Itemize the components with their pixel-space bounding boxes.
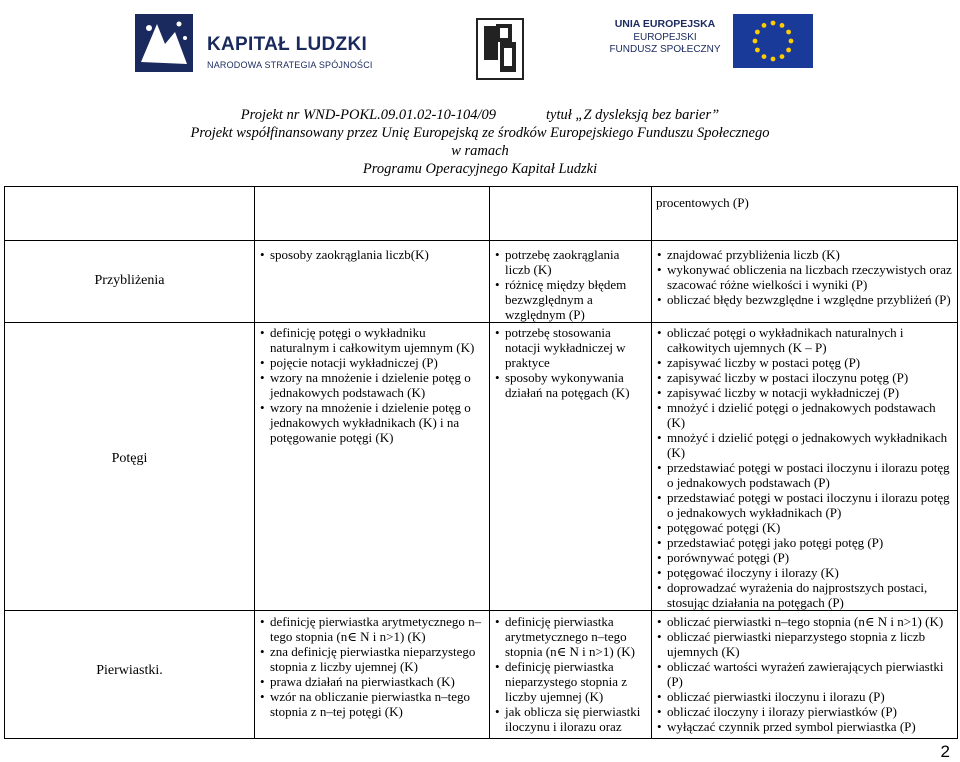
list-item: • obliczać pierwiastki iloczynu i ilorazu (P) xyxy=(657,689,953,704)
list-item: • przedstawiać potęgi w postaci iloczynu i ilorazu potęg o jednakowych podstawach (P) xyxy=(657,460,953,490)
list-item: • wzór na obliczanie pierwiastka n–tego stopnia z n–tej potęgi (K) xyxy=(260,689,485,719)
list-item: • potęgować iloczyny i ilorazy (K) xyxy=(657,565,953,580)
list-item: • obliczać pierwiastki n–tego stopnia (n∈ N i n>1) (K) xyxy=(657,614,953,629)
list-item: • przedstawiać potęgi w postaci iloczynu i ilorazu potęg o jednakowych wykładnikach (P) xyxy=(657,490,953,520)
list-item: • mnożyć i dzielić potęgi o jednakowych wykładnikach (K) xyxy=(657,430,953,460)
eu-flag-icon xyxy=(733,14,813,68)
table-row-continuation xyxy=(5,187,958,241)
page-header xyxy=(0,0,960,180)
page-number: 2 xyxy=(940,742,950,761)
kapital-ludzki-logo xyxy=(135,12,405,78)
topic-cell xyxy=(5,241,255,323)
table-cell xyxy=(255,241,490,323)
topic-label: Pierwiastki. xyxy=(96,663,163,678)
topic-cell xyxy=(5,323,255,611)
list-item: • obliczać błędy bezwzględne i względne przybliżeń (P) xyxy=(657,292,953,307)
topic-label: Potęgi xyxy=(111,451,148,466)
list-item: • prawa działań na pierwiastkach (K) xyxy=(260,674,485,689)
list-item: • mnożyć i dzielić potęgi o jednakowych podstawach (K) xyxy=(657,400,953,430)
project-number: Projekt nr WND-POKL.09.01.02-10-104/09 xyxy=(240,107,496,123)
table-row xyxy=(5,323,958,611)
eu-logo-line2: EUROPEJSKI xyxy=(633,32,697,43)
project-programme: Programu Operacyjnego Kapitał Ludzki xyxy=(362,161,598,177)
pd-logo-icon xyxy=(476,18,524,80)
cell-text: procentowych (P) xyxy=(656,195,749,210)
topic-cell xyxy=(5,611,255,739)
list-item: • pojęcie notacji wykładniczej (P) xyxy=(260,355,485,370)
table-cell xyxy=(490,241,652,323)
table-cell xyxy=(652,611,958,739)
list-item: • definicję potęgi o wykładniku naturalnym i całkowitym ujemnym (K) xyxy=(260,325,485,355)
table-cell xyxy=(255,611,490,739)
list-item: • porównywać potęgi (P) xyxy=(657,550,953,565)
list-item: • doprowadzać wyrażenia do najprostszych postaci, stosując działania na potęgach (P) xyxy=(657,580,953,610)
project-cofinancing: Projekt współfinansowany przez Unię Europejską ze środków Europejskiego Funduszu Społecznego xyxy=(190,125,770,141)
list-item: • obliczać wartości wyrażeń zawierających pierwiastki (P) xyxy=(657,659,953,689)
list-item: • wzory na mnożenie i dzielenie potęg o jednakowych podstawach (K) xyxy=(260,370,485,400)
eu-logo xyxy=(600,14,830,70)
list-item: • obliczać iloczyny i ilorazy pierwiastków (P) xyxy=(657,704,953,719)
eu-logo-line1: UNIA EUROPEJSKA xyxy=(614,18,716,30)
list-item: • sposoby wykonywania działań na potęgach (K) xyxy=(495,370,647,400)
table-cell xyxy=(652,241,958,323)
table-row xyxy=(5,241,958,323)
table-cell xyxy=(490,323,652,611)
project-info xyxy=(0,106,960,178)
list-item: • zapisywać liczby w notacji wykładniczej (P) xyxy=(657,385,953,400)
list-item: • sposoby zaokrąglania liczb(K) xyxy=(260,247,485,262)
eu-logo-line3: FUNDUSZ SPOŁECZNY xyxy=(609,44,721,55)
list-item: • potęgować potęgi (K) xyxy=(657,520,953,535)
list-item: • zapisywać liczby w postaci iloczynu potęg (P) xyxy=(657,370,953,385)
list-item: • wzory na mnożenie i dzielenie potęg o jednakowych wykładnikach (K) i na potęgowanie potęgi (K) xyxy=(260,400,485,445)
kapital-ludzki-flag-icon xyxy=(135,14,193,72)
list-item: • różnicę między błędem bezwzględnym a względnym (P) xyxy=(495,277,647,322)
list-item: • wykonywać obliczenia na liczbach rzeczywistych oraz szacować różne wielkości i wyniki (P) xyxy=(657,262,953,292)
list-item: • obliczać potęgi o wykładnikach naturalnych i całkowitych ujemnych (K – P) xyxy=(657,325,953,355)
list-item: • zna definicję pierwiastka nieparzystego stopnia z liczby ujemnej (K) xyxy=(260,644,485,674)
table-cell xyxy=(652,323,958,611)
list-item: • znajdować przybliżenia liczb (K) xyxy=(657,247,953,262)
list-item: • potrzebę stosowania notacji wykładniczej w praktyce xyxy=(495,325,647,370)
list-item: • potrzebę zaokrąglania liczb (K) xyxy=(495,247,647,277)
list-item: • wyłączać czynnik przed symbol pierwiastka (P) xyxy=(657,719,953,734)
table-row xyxy=(5,611,958,739)
curriculum-table xyxy=(4,186,958,739)
list-item: • definicję pierwiastka arytmetycznego n–tego stopnia (n∈ N i n>1) (K) xyxy=(495,614,647,659)
table-cell xyxy=(255,323,490,611)
kapital-ludzki-title: KAPITAŁ LUDZKI xyxy=(207,34,368,55)
kapital-ludzki-subtitle: NARODOWA STRATEGIA SPÓJNOŚCI xyxy=(207,60,373,70)
list-item: • przedstawiać potęgi jako potęgi potęg (P) xyxy=(657,535,953,550)
table-cell xyxy=(490,611,652,739)
table-cell xyxy=(652,187,958,241)
list-item: • zapisywać liczby w postaci potęg (P) xyxy=(657,355,953,370)
list-item: • definicję pierwiastka arytmetycznego n–tego stopnia (n∈ N i n>1) (K) xyxy=(260,614,485,644)
list-item: • jak oblicza się pierwiastki iloczynu i ilorazu oraz xyxy=(495,704,647,734)
list-item: • definicję pierwiastka nieparzystego stopnia z liczby ujemnej (K) xyxy=(495,659,647,704)
project-within: w ramach xyxy=(451,143,509,159)
list-item: • obliczać pierwiastki nieparzystego stopnia z liczb ujemnych (K) xyxy=(657,629,953,659)
project-title: tytuł „Z dysleksją bez barier” xyxy=(546,107,720,123)
topic-label: Przybliżenia xyxy=(94,273,165,288)
